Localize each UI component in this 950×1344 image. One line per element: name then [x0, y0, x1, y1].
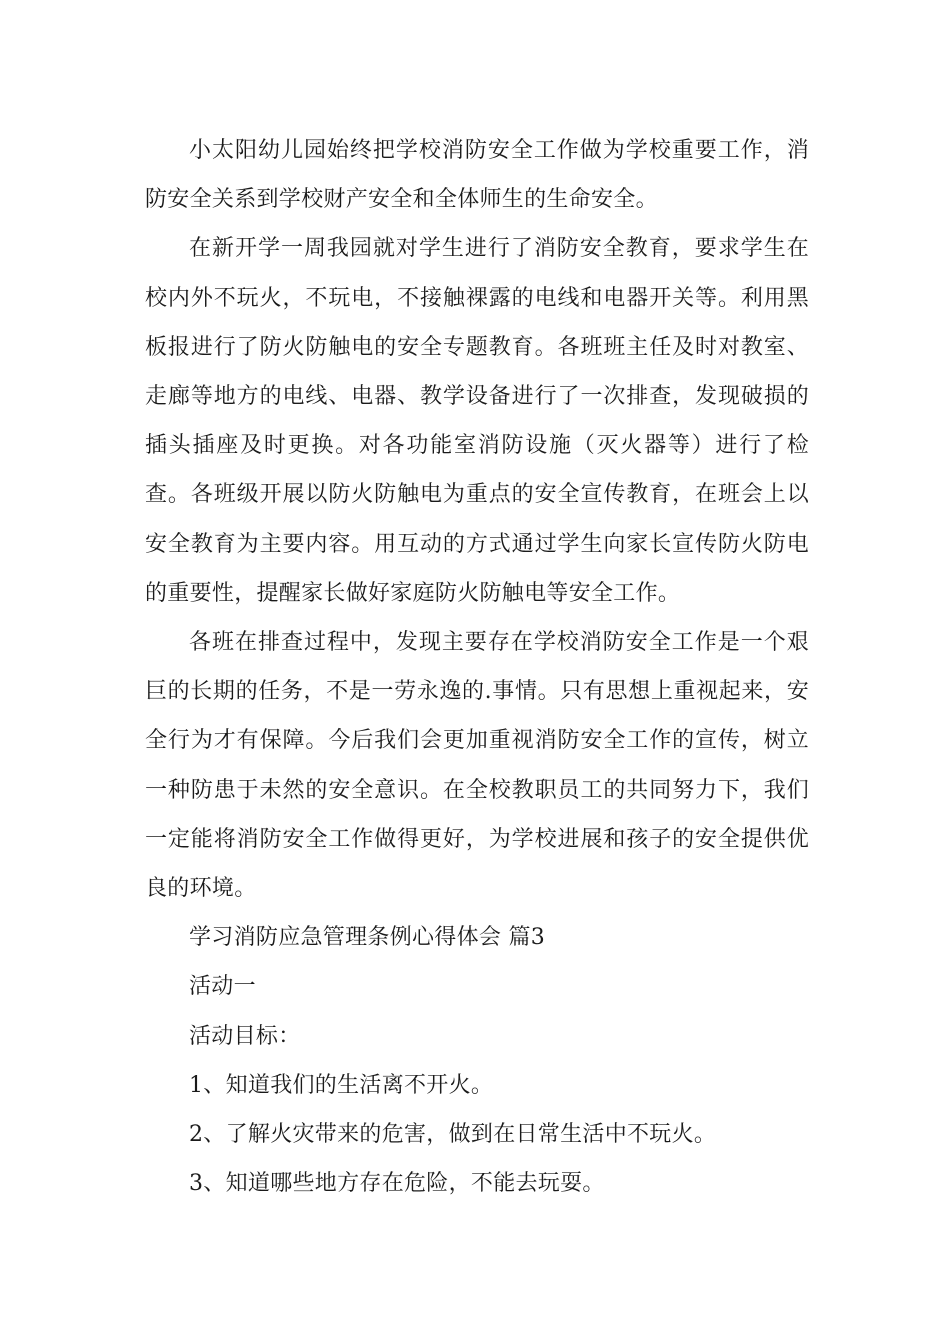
paragraph-inspection: 各班在排查过程中，发现主要存在学校消防安全工作是一个艰巨的长期的任务，不是一劳永逸的.事情。只有思想上重视起来，安全行为才有保障。今后我们会更加重视消防安全工作的宣传，树立一种防患于未然的安全意识。在全校教职员工的共同努力下，我们一定能将消防安全工作做得更好，为学校进展和孩子的安全提供优良的环境。 [145, 630, 809, 902]
goal-item: 2、了解火灾带来的危害，做到在日常生活中不玩火。 [189, 1122, 717, 1148]
paragraph-education: 在新开学一周我园就对学生进行了消防安全教育，要求学生在校内外不玩火，不玩电，不接触裸露的电线和电器开关等。利用黑板报进行了防火防触电的安全专题教育。各班班主任及时对教室、走廊等地方的电线、电器、教学设备进行了一次排查，发现破损的插头插座及时更换。对各功能室消防设施（灭火器等）进行了检查。各班级开展以防火防触电为重点的安全宣传教育，在班会上以安全教育为主要内容。用互动的方式通过学生向家长宣传防火防电的重要性，提醒家长做好家庭防火防触电等安全工作。 [145, 236, 809, 606]
document-page [145, 126, 809, 1208]
goals-label: 活动目标： [189, 1023, 301, 1049]
goal-item: 1、知道我们的生活离不开火。 [189, 1072, 494, 1098]
goal-item: 3、知道哪些地方存在危险，不能去玩耍。 [189, 1171, 605, 1197]
activity-title: 活动一 [189, 974, 256, 1000]
paragraph-intro: 小太阳幼儿园始终把学校消防安全工作做为学校重要工作，消防安全关系到学校财产安全和全体师生的生命安全。 [145, 138, 809, 213]
section-heading: 学习消防应急管理条例心得体会 篇3 [189, 925, 546, 951]
